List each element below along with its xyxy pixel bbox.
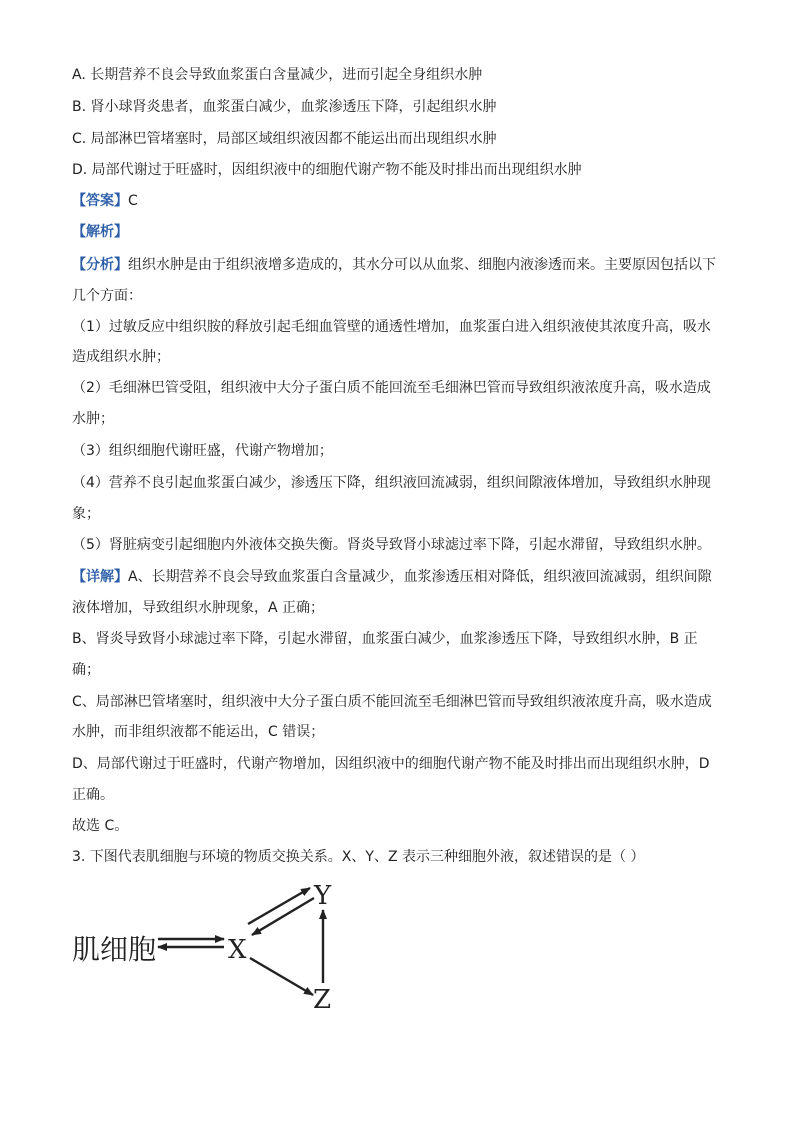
fenxi-line-2: 几个方面： [72, 288, 142, 304]
question-3: 3. 下图代表肌细胞与环境的物质交换关系。X、Y、Z 表示三种细胞外液，叙述错误的是（ ） [72, 849, 645, 865]
diagram-label-y: Y [314, 881, 332, 911]
detail-line-b1: B、肾炎导致肾小球滤过率下降，引起水滞留，血浆蛋白减少，血浆渗透压下降，导致组织水肿，B 正 [72, 631, 698, 647]
detail-line-c2: 水肿，而非组织液都不能运出，C 错误； [72, 724, 325, 740]
detail-a1-text: A、长期营养不良会导致血浆蛋白含量减少，血浆渗透压相对降低，组织液回流减弱，组织间隙 [128, 569, 712, 585]
fenxi-text: 组织水肿是由于组织液增多造成的，其水分可以从血浆、细胞内液渗透而来。主要原因包括以下 [128, 257, 716, 273]
point-2b: 水肿； [72, 411, 114, 427]
option-a: A. 长期营养不良会导致血浆蛋白含量减少，进而引起全身组织水肿 [72, 67, 483, 83]
point-2a: （2）毛细淋巴管受阻，组织液中大分子蛋白质不能回流至毛细淋巴管而导致组织液浓度升高，吸水造成 [72, 380, 711, 396]
detail-line-d2: 正确。 [72, 787, 114, 803]
answer-tag: 【答案】 [72, 193, 128, 209]
point-4b: 象； [72, 506, 100, 522]
arrow-x-to-z [250, 958, 313, 995]
diagram-label-muscle-cell: 肌细胞 [72, 933, 157, 966]
point-3: （3）组织细胞代谢旺盛，代谢产物增加； [72, 443, 333, 459]
diagram-label-z: Z [313, 985, 332, 1015]
detail-line-c1: C、局部淋巴管堵塞时，组织液中大分子蛋白质不能回流至毛细淋巴管而导致组织液浓度升高，吸水造成 [72, 694, 712, 710]
point-1a: （1）过敏反应中组织胺的释放引起毛细血管壁的通透性增加，血浆蛋白进入组织液使其浓度升高，吸水 [72, 319, 711, 335]
detail-line-a2: 液体增加，导致组织水肿现象，A 正确； [72, 600, 325, 616]
fenxi-tag: 【分析】 [72, 257, 128, 273]
diagram-label-x: X [228, 935, 247, 965]
answer-value: C [128, 193, 138, 209]
point-4a: （4）营养不良引起血浆蛋白减少，渗透压下降，组织液回流减弱，组织间隙液体增加，导致组织水肿现 [72, 475, 711, 491]
point-5: （5）肾脏病变引起细胞内外液体交换失衡。肾炎导致肾小球滤过率下降，引起水滞留，导致组织水肿。 [72, 537, 711, 553]
detail-tag: 【详解】 [72, 569, 128, 585]
option-b: B. 肾小球肾炎患者，血浆蛋白减少，血浆渗透压下降，引起组织水肿 [72, 99, 497, 115]
detail-line-d1: D、局部代谢过于旺盛时，代谢产物增加，因组织液中的细胞代谢产物不能及时排出而出现组织水肿，D [72, 756, 710, 772]
option-d: D. 局部代谢过于旺盛时，因组织液中的细胞代谢产物不能及时排出而出现组织水肿 [72, 162, 582, 178]
detail-line-b2: 确； [72, 662, 100, 678]
point-1b: 造成组织水肿； [72, 349, 170, 365]
conclusion: 故选 C。 [72, 818, 129, 834]
option-c: C. 局部淋巴管堵塞时，局部区域组织液因都不能运出而出现组织水肿 [72, 131, 497, 147]
analysis-tag: 【解析】 [72, 224, 128, 240]
